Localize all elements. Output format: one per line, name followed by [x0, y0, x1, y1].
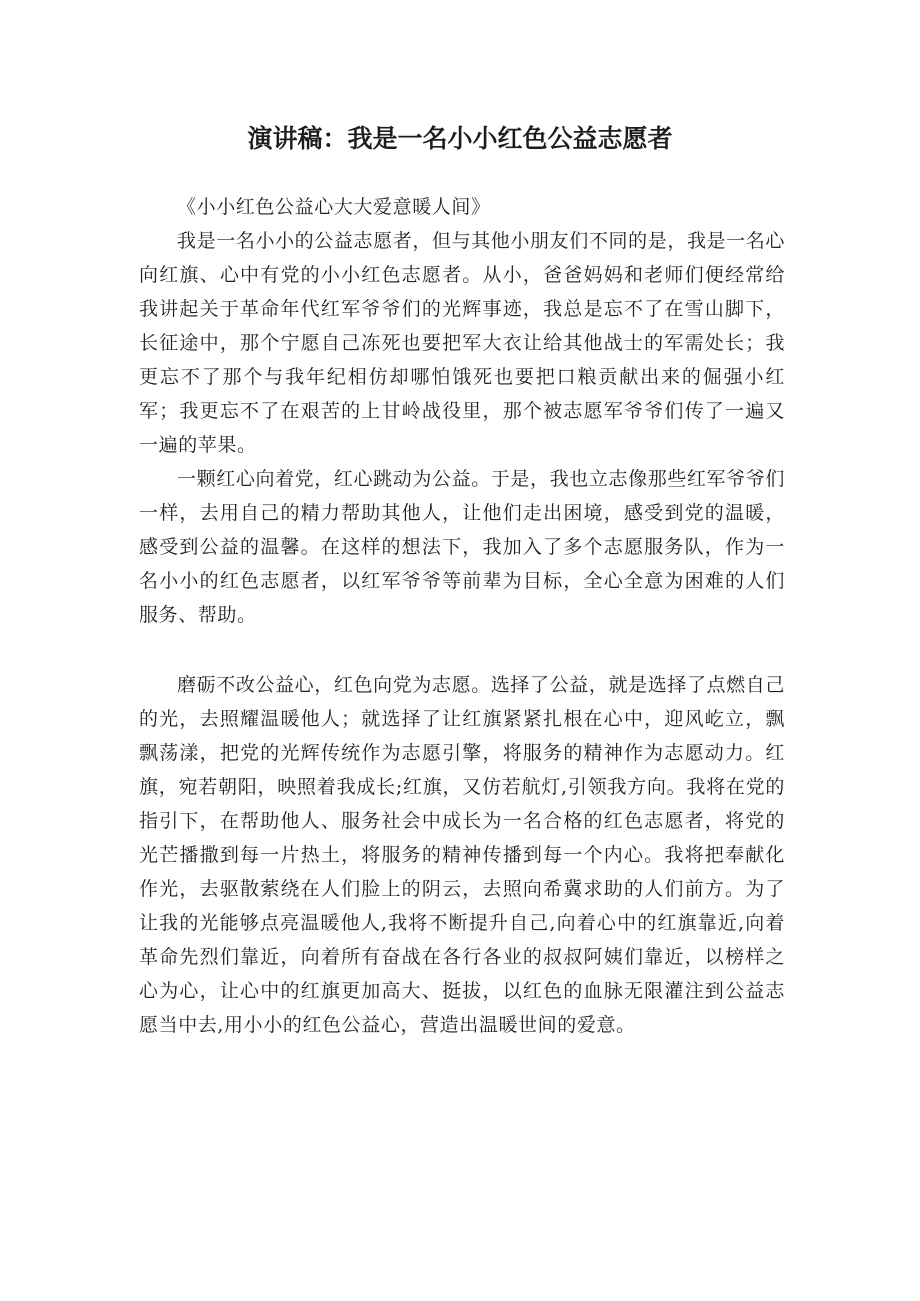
document-body [139, 190, 785, 1042]
speech-subtitle: 《小小红色公益心大大爱意暖人间》 [177, 196, 491, 218]
paragraph-1: 我是一名小小的公益志愿者，但与其他小朋友们不同的是，我是一名心向红旗、心中有党的小小红色志愿者。从小，爸爸妈妈和老师们便经常给我讲起关于革命年代红军爷爷们的光辉事迹，我总是忘不了在雪山脚下，长征途中，那个宁愿自己冻死也要把军大衣让给其他战士的军需处长；我更忘不了那个与我年纪相仿却哪怕饿死也要把口粮贡献出来的倔强小红军；我更忘不了在艰苦的上甘岭战役里，那个被志愿军爷爷们传了一遍又一遍的苹果。 [139, 230, 785, 456]
page-title: 演讲稿：我是一名小小红色公益志愿者 [247, 124, 673, 153]
paragraph-2: 一颗红心向着党，红心跳动为公益。于是，我也立志像那些红军爷爷们一样，去用自己的精力帮助其他人，让他们走出困境，感受到党的温暖，感受到公益的温馨。在这样的想法下，我加入了多个志愿服务队，作为一名小小的红色志愿者，以红军爷爷等前辈为目标，全心全意为困难的人们服务、帮助。 [139, 468, 785, 626]
paragraph-3: 磨砺不改公益心，红色向党为志愿。选择了公益，就是选择了点燃自己的光，去照耀温暖他人；就选择了让红旗紧紧扎根在心中，迎风屹立，飘飘荡漾，把党的光辉传统作为志愿引擎，将服务的精神作为志愿动力。红旗，宛若朝阳，映照着我成长;红旗，又仿若航灯,引领我方向。我将在党的指引下，在帮助他人、服务社会中成长为一名合格的红色志愿者，将党的光芒播撒到每一片热土，将服务的精神传播到每一个内心。我将把奉献化作光，去驱散萦绕在人们脸上的阴云，去照向希冀求助的人们前方。为了让我的光能够点亮温暖他人,我将不断提升自己,向着心中的红旗靠近,向着革命先烈们靠近，向着所有奋战在各行各业的叔叔阿姨们靠近，以榜样之心为心，让心中的红旗更加高大、挺拔，以红色的血脉无限灌注到公益志愿当中去,用小小的红色公益心，营造出温暖世间的爱意。 [139, 674, 785, 1036]
